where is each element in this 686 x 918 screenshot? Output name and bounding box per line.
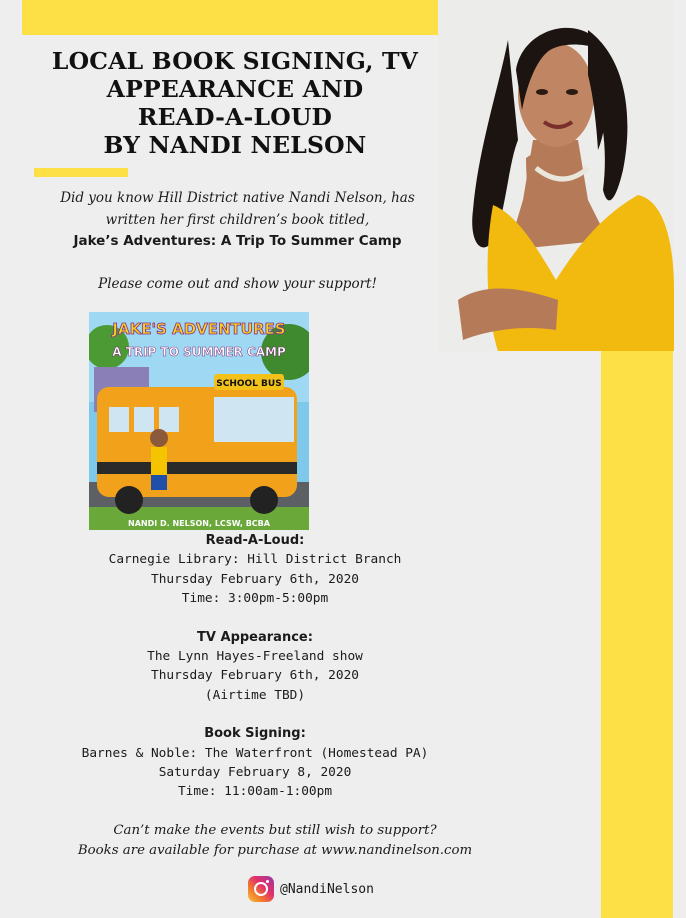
- title-line: READ-A-LOUD: [137, 103, 333, 131]
- event-location: The Lynn Hayes-Freeland show: [147, 649, 363, 665]
- footer-line: Can’t make the events but still wish to support?: [113, 823, 437, 838]
- event-tv-appearance: TV Appearance: The Lynn Hayes-Freeland show Thursday February 6th, 2020 (Airtime TBD): [60, 628, 450, 706]
- title-line: BY NANDI NELSON: [103, 131, 367, 159]
- author-portrait: [438, 0, 674, 351]
- right-accent-bar: [601, 351, 673, 918]
- event-location: Barnes & Noble: The Waterfront (Homestead PA): [81, 745, 429, 761]
- book-cover-author: NANDI D. NELSON, LCSW, BCBA: [128, 519, 270, 528]
- book-cover-title: JAKE'S ADVENTURES: [112, 320, 286, 338]
- events-list: [60, 531, 450, 802]
- instagram-icon: [248, 876, 274, 902]
- instagram-handle-text: @NandiNelson: [280, 881, 374, 897]
- event-heading: TV Appearance: [197, 629, 308, 645]
- footer-line: Books are available for purchase at www.nandinelson.com: [77, 843, 473, 858]
- event-heading: Read-A-Loud: [205, 533, 300, 548]
- instagram-handle[interactable]: [248, 874, 374, 904]
- event-heading: Book Signing: [204, 726, 301, 742]
- flyer-title: [40, 47, 430, 159]
- book-cover-illustration: [89, 312, 309, 530]
- event-time: Time: 11:00am-1:00pm: [177, 784, 333, 800]
- book-cover-subtitle: A TRIP TO SUMMER CAMP: [112, 345, 286, 359]
- title-line: APPEARANCE AND: [106, 75, 364, 103]
- intro-line: written her first children’s book titled,: [105, 211, 370, 228]
- footer-text: [20, 821, 530, 861]
- book-title-text: Jake’s Adventures: A Trip To Summer Camp: [73, 233, 402, 249]
- book-cover-image: [89, 312, 309, 530]
- bus-sign-text: SCHOOL BUS: [216, 379, 282, 389]
- event-location: Carnegie Library: Hill District Branch: [108, 552, 402, 568]
- event-time: (Airtime TBD): [204, 687, 306, 703]
- intro-line: Did you know Hill District native Nandi Nelson, has: [60, 190, 415, 206]
- title-line: LOCAL BOOK SIGNING, TV: [51, 47, 419, 75]
- event-date: Thursday February 6th, 2020: [150, 668, 360, 684]
- event-read-a-loud: Read-A-Loud: Carnegie Library: Hill District Branch Thursday February 6th, 2020 Time: 3:00pm-5:00pm: [60, 531, 450, 609]
- event-time: Time: 3:00pm-5:00pm: [181, 591, 329, 607]
- event-date: Thursday February 6th, 2020: [150, 571, 360, 587]
- top-accent-bar: [22, 0, 438, 35]
- intro-paragraph: [30, 188, 445, 253]
- support-text: Please come out and show your support!: [98, 276, 377, 292]
- event-date: Saturday February 8, 2020: [158, 765, 352, 781]
- event-book-signing: Book Signing: Barnes & Noble: The Waterfront (Homestead PA) Saturday February 8, 2020 Time: 11:00am-1:00pm: [60, 724, 450, 802]
- title-underline-bar: [34, 168, 128, 177]
- author-portrait-illustration: [438, 0, 674, 351]
